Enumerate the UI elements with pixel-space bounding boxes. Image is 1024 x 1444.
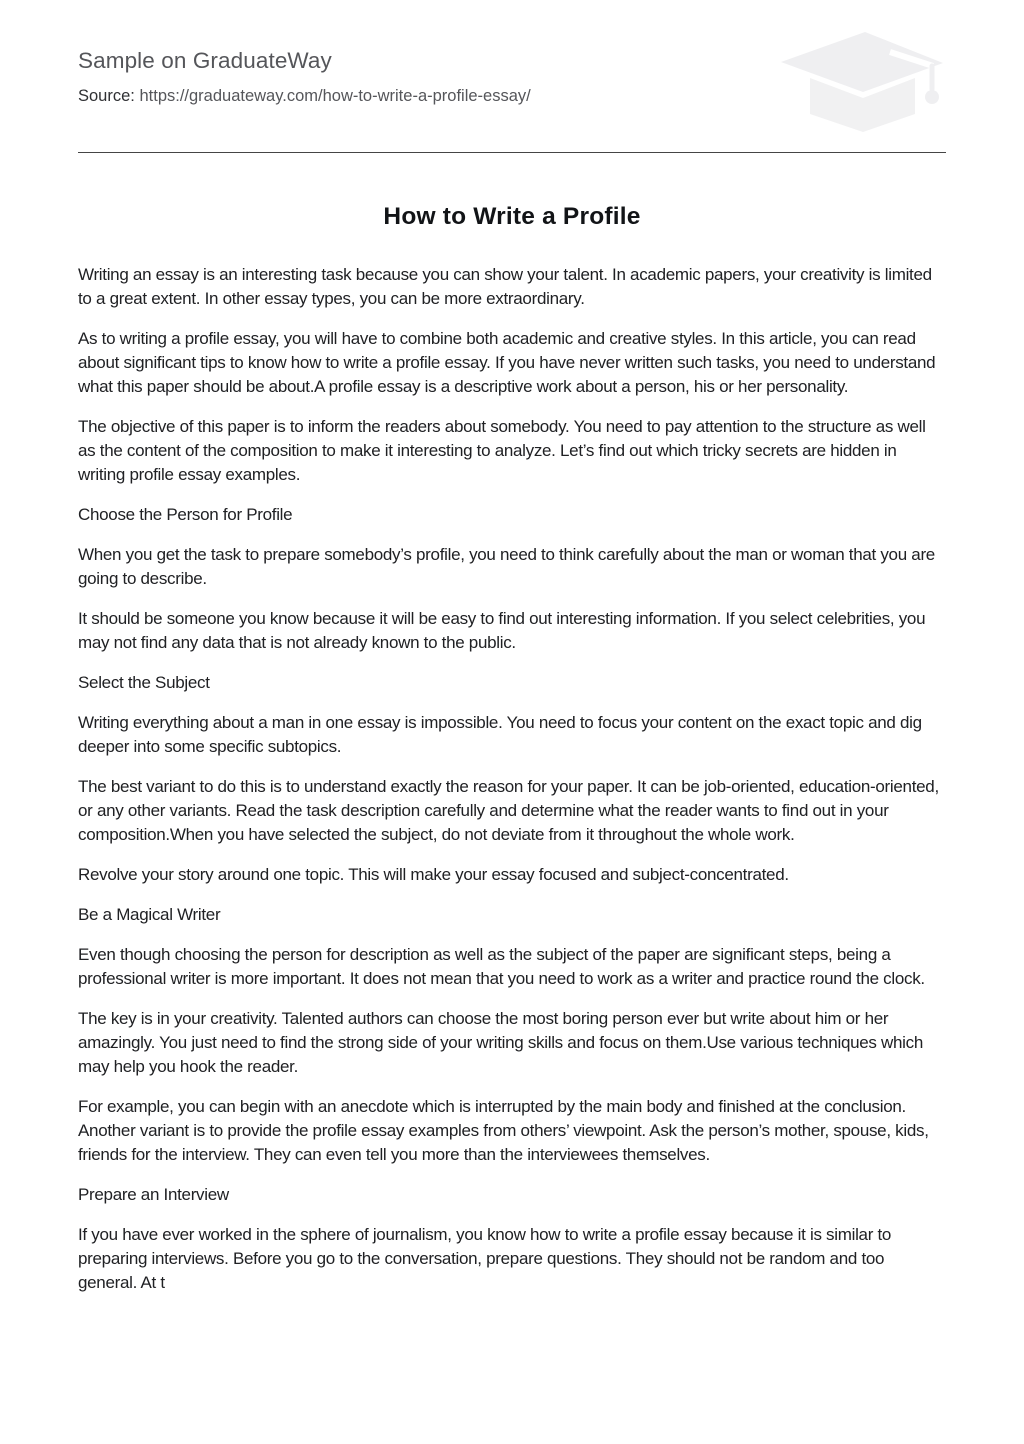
section-heading: Choose the Person for Profile [78, 505, 293, 524]
paragraph: As to writing a profile essay, you will have to combine both academic and creative styles. In this article, you can read about significant tips to know how to write a profile essay. If you have never written such tasks, you need to understand what this paper should be about.A profile essay is a descriptive work about a person, his or her personality. [78, 329, 936, 396]
section-heading: Be a Magical Writer [78, 905, 221, 924]
section-heading: Select the Subject [78, 673, 210, 692]
paragraph: It should be someone you know because it will be easy to find out interesting information. If you select celebrities, you may not find any data that is not already known to the public. [78, 609, 926, 652]
paragraph: The best variant to do this is to understand exactly the reason for your paper. It can be job-oriented, education-oriented, or any other variants. Read the task description carefully and determine what the reader wants to find out in your composition.When you have selected the subject, do not deviate from it throughout the whole work. [78, 777, 939, 844]
paragraph: Writing an essay is an interesting task because you can show your talent. In academic papers, your creativity is limited to a great extent. In other essay types, you can be more extraordinary. [78, 265, 932, 308]
paragraph: The objective of this paper is to inform the readers about somebody. You need to pay attention to the structure as well as the content of the composition to make it interesting to analyze. Let’s find out which tricky secrets are hidden in writing profile essay examples. [78, 417, 926, 484]
article [78, 202, 946, 1311]
source-url[interactable]: https://graduateway.com/how-to-write-a-profile-essay/ [139, 87, 531, 105]
graduation-cap-icon [778, 28, 948, 134]
paragraph: Even though choosing the person for description as well as the subject of the paper are significant steps, being a professional writer is more important. It does not mean that you need to work as a writer and practice round the clock. [78, 945, 925, 988]
paragraph: The key is in your creativity. Talented authors can choose the most boring person ever but write about him or her amazingly. You just need to find the strong side of your writing skills and focus on them.Use various techniques which may help you hook the reader. [78, 1009, 923, 1076]
paragraph: For example, you can begin with an anecdote which is interrupted by the main body and finished at the conclusion. Another variant is to provide the profile essay examples from others’ viewpoint. Ask the person’s mother, spouse, kids, friends for the interview. They can even tell you more than the interviewees themselves. [78, 1097, 929, 1164]
divider [78, 152, 946, 153]
section-heading: Prepare an Interview [78, 1185, 229, 1204]
article-title: How to Write a Profile [383, 203, 641, 230]
paragraph: If you have ever worked in the sphere of journalism, you know how to write a profile essay because it is similar to preparing interviews. Before you go to the conversation, prepare questions. They should not be random and too general. At t [78, 1225, 892, 1292]
paragraph: When you get the task to prepare somebody’s profile, you need to think carefully about the man or woman that you are going to describe. [78, 545, 935, 588]
source-label: Source: [78, 87, 135, 105]
article-body [78, 263, 946, 1295]
paragraph: Revolve your story around one topic. This will make your essay focused and subject-concentrated. [78, 865, 789, 884]
site-label: Sample on GraduateWay [78, 48, 332, 73]
paragraph: Writing everything about a man in one essay is impossible. You need to focus your content on the exact topic and dig deeper into some specific subtopics. [78, 713, 922, 756]
